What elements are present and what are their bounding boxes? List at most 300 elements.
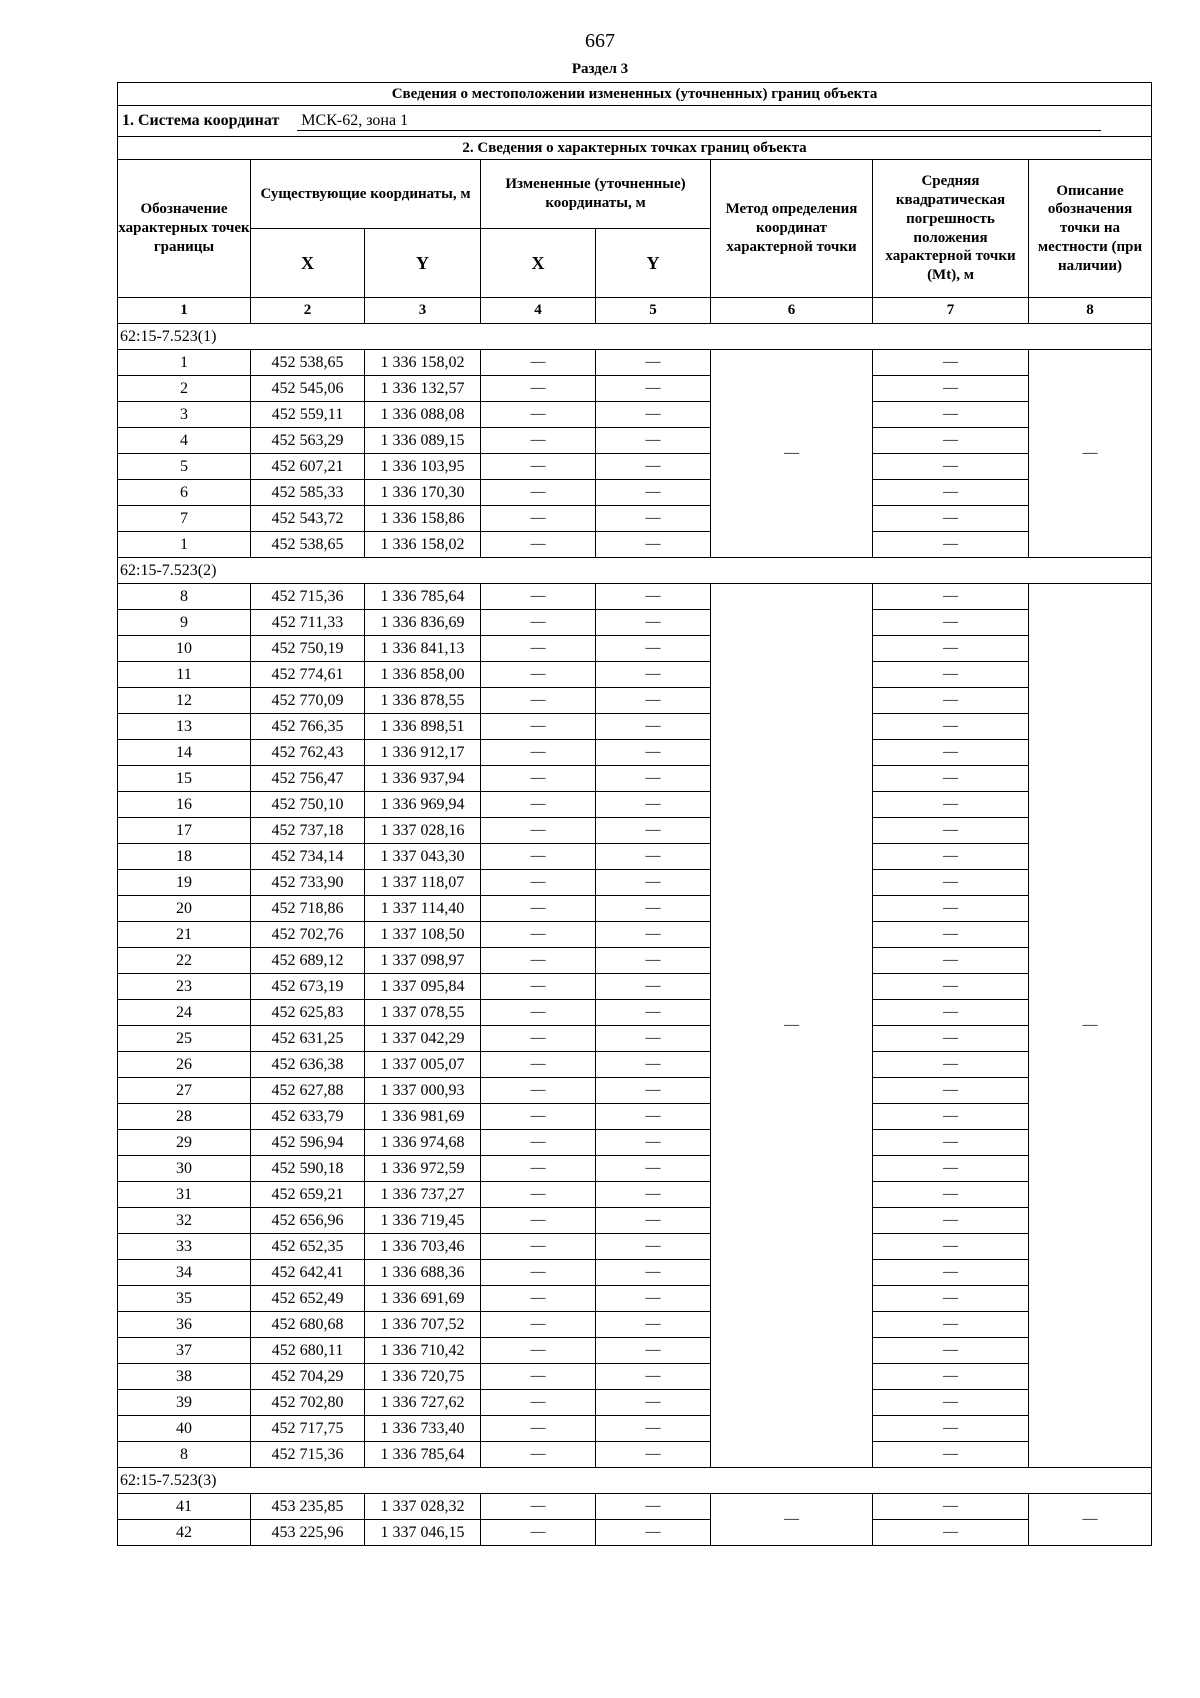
changed-x: — xyxy=(481,1156,596,1182)
existing-y: 1 336 969,94 xyxy=(365,792,481,818)
mean-error: — xyxy=(873,532,1029,558)
existing-x: 452 642,41 xyxy=(251,1260,365,1286)
changed-x: — xyxy=(481,402,596,428)
existing-y: 1 336 088,08 xyxy=(365,402,481,428)
table-row xyxy=(118,610,1152,636)
existing-x: 452 559,11 xyxy=(251,402,365,428)
existing-y: 1 337 046,15 xyxy=(365,1520,481,1546)
col-number: 7 xyxy=(873,298,1029,324)
mean-error: — xyxy=(873,506,1029,532)
changed-x: — xyxy=(481,844,596,870)
changed-x: — xyxy=(481,818,596,844)
header-existing-x: X xyxy=(251,229,365,298)
point-id: 15 xyxy=(118,766,251,792)
point-id: 24 xyxy=(118,1000,251,1026)
changed-y: — xyxy=(596,766,711,792)
point-id: 31 xyxy=(118,1182,251,1208)
existing-y: 1 337 042,29 xyxy=(365,1026,481,1052)
changed-y: — xyxy=(596,610,711,636)
mean-error: — xyxy=(873,1338,1029,1364)
mean-error: — xyxy=(873,922,1029,948)
mean-error: — xyxy=(873,480,1029,506)
col-number: 8 xyxy=(1029,298,1152,324)
table-title: Сведения о местоположении измененных (уточненных) границ объекта xyxy=(118,83,1152,106)
point-id: 32 xyxy=(118,1208,251,1234)
table-row xyxy=(118,714,1152,740)
changed-y: — xyxy=(596,1416,711,1442)
existing-x: 452 704,29 xyxy=(251,1364,365,1390)
existing-x: 452 652,49 xyxy=(251,1286,365,1312)
changed-x: — xyxy=(481,1104,596,1130)
existing-y: 1 336 691,69 xyxy=(365,1286,481,1312)
changed-y: — xyxy=(596,1286,711,1312)
col-number: 3 xyxy=(365,298,481,324)
table-row xyxy=(118,1130,1152,1156)
group-label: 62:15-7.523(2) xyxy=(118,558,1152,584)
mean-error: — xyxy=(873,1494,1029,1520)
point-id: 23 xyxy=(118,974,251,1000)
existing-x: 452 656,96 xyxy=(251,1208,365,1234)
existing-x: 453 235,85 xyxy=(251,1494,365,1520)
changed-y: — xyxy=(596,792,711,818)
changed-y: — xyxy=(596,1234,711,1260)
existing-x: 452 590,18 xyxy=(251,1156,365,1182)
changed-y: — xyxy=(596,454,711,480)
existing-x: 452 633,79 xyxy=(251,1104,365,1130)
changed-x: — xyxy=(481,974,596,1000)
mean-error: — xyxy=(873,1104,1029,1130)
point-id: 1 xyxy=(118,532,251,558)
changed-x: — xyxy=(481,792,596,818)
header-description: Описание обозначения точки на местности (при наличии) xyxy=(1029,160,1152,298)
existing-x: 452 631,25 xyxy=(251,1026,365,1052)
mean-error: — xyxy=(873,1130,1029,1156)
changed-y: — xyxy=(596,844,711,870)
table-row xyxy=(118,1234,1152,1260)
point-id: 12 xyxy=(118,688,251,714)
existing-x: 452 702,80 xyxy=(251,1390,365,1416)
mean-error: — xyxy=(873,766,1029,792)
changed-x: — xyxy=(481,454,596,480)
changed-x: — xyxy=(481,1234,596,1260)
changed-y: — xyxy=(596,818,711,844)
table-row xyxy=(118,1338,1152,1364)
point-id: 38 xyxy=(118,1364,251,1390)
mean-error: — xyxy=(873,844,1029,870)
mean-error: — xyxy=(873,1026,1029,1052)
changed-x: — xyxy=(481,870,596,896)
changed-x: — xyxy=(481,1260,596,1286)
existing-y: 1 337 114,40 xyxy=(365,896,481,922)
changed-y: — xyxy=(596,1182,711,1208)
existing-y: 1 337 000,93 xyxy=(365,1078,481,1104)
section-title: Раздел 3 xyxy=(571,61,629,77)
changed-x: — xyxy=(481,714,596,740)
point-id: 30 xyxy=(118,1156,251,1182)
existing-y: 1 336 158,86 xyxy=(365,506,481,532)
header-existing-coords: Существующие координаты, м xyxy=(251,160,481,229)
changed-x: — xyxy=(481,1208,596,1234)
table-row xyxy=(118,896,1152,922)
header-mean-error: Средняя квадратическая погрешность положения характерной точки (Mt), м xyxy=(873,160,1029,298)
existing-y: 1 336 719,45 xyxy=(365,1208,481,1234)
changed-x: — xyxy=(481,740,596,766)
mean-error: — xyxy=(873,740,1029,766)
existing-y: 1 337 043,30 xyxy=(365,844,481,870)
mean-error: — xyxy=(873,1286,1029,1312)
table-row xyxy=(118,1390,1152,1416)
changed-y: — xyxy=(596,1078,711,1104)
changed-y: — xyxy=(596,636,711,662)
table-row xyxy=(118,1182,1152,1208)
table-row xyxy=(118,532,1152,558)
point-id: 42 xyxy=(118,1520,251,1546)
existing-x: 452 596,94 xyxy=(251,1130,365,1156)
table-row xyxy=(118,584,1152,610)
existing-y: 1 336 898,51 xyxy=(365,714,481,740)
changed-y: — xyxy=(596,1260,711,1286)
existing-y: 1 336 841,13 xyxy=(365,636,481,662)
point-id: 39 xyxy=(118,1390,251,1416)
mean-error: — xyxy=(873,1520,1029,1546)
changed-y: — xyxy=(596,1364,711,1390)
table-row xyxy=(118,1052,1152,1078)
changed-y: — xyxy=(596,1442,711,1468)
header-existing-y: Y xyxy=(365,229,481,298)
existing-x: 452 543,72 xyxy=(251,506,365,532)
existing-y: 1 336 981,69 xyxy=(365,1104,481,1130)
mean-error: — xyxy=(873,1182,1029,1208)
changed-y: — xyxy=(596,740,711,766)
changed-x: — xyxy=(481,480,596,506)
coord-system-label: 1. Система координат xyxy=(122,111,280,129)
header-changed-x: X xyxy=(481,229,596,298)
description-cell: — xyxy=(1029,350,1152,558)
existing-y: 1 337 098,97 xyxy=(365,948,481,974)
table-row xyxy=(118,1416,1152,1442)
existing-x: 452 625,83 xyxy=(251,1000,365,1026)
changed-x: — xyxy=(481,1130,596,1156)
changed-y: — xyxy=(596,350,711,376)
group-label: 62:15-7.523(1) xyxy=(118,324,1152,350)
changed-y: — xyxy=(596,428,711,454)
existing-x: 452 545,06 xyxy=(251,376,365,402)
table-row xyxy=(118,1078,1152,1104)
existing-x: 452 680,11 xyxy=(251,1338,365,1364)
existing-x: 452 715,36 xyxy=(251,1442,365,1468)
changed-x: — xyxy=(481,766,596,792)
existing-y: 1 336 974,68 xyxy=(365,1130,481,1156)
mean-error: — xyxy=(873,1442,1029,1468)
point-id: 5 xyxy=(118,454,251,480)
point-id: 33 xyxy=(118,1234,251,1260)
point-id: 28 xyxy=(118,1104,251,1130)
existing-x: 452 762,43 xyxy=(251,740,365,766)
point-id: 6 xyxy=(118,480,251,506)
header-changed-coords: Измененные (уточненные) координаты, м xyxy=(481,160,711,229)
changed-x: — xyxy=(481,1338,596,1364)
table-row xyxy=(118,1364,1152,1390)
table-row xyxy=(118,922,1152,948)
existing-x: 452 585,33 xyxy=(251,480,365,506)
changed-y: — xyxy=(596,480,711,506)
mean-error: — xyxy=(873,1208,1029,1234)
table-row xyxy=(118,1494,1152,1520)
boundary-points-table xyxy=(117,82,1152,1546)
mean-error: — xyxy=(873,870,1029,896)
existing-y: 1 336 878,55 xyxy=(365,688,481,714)
mean-error: — xyxy=(873,428,1029,454)
changed-y: — xyxy=(596,1104,711,1130)
table-row xyxy=(118,792,1152,818)
point-id: 27 xyxy=(118,1078,251,1104)
existing-y: 1 336 836,69 xyxy=(365,610,481,636)
point-id: 11 xyxy=(118,662,251,688)
table-row xyxy=(118,844,1152,870)
changed-y: — xyxy=(596,532,711,558)
existing-y: 1 337 095,84 xyxy=(365,974,481,1000)
description-cell: — xyxy=(1029,1494,1152,1546)
existing-y: 1 337 005,07 xyxy=(365,1052,481,1078)
point-id: 17 xyxy=(118,818,251,844)
table-row xyxy=(118,1520,1152,1546)
mean-error: — xyxy=(873,1156,1029,1182)
point-id: 21 xyxy=(118,922,251,948)
existing-x: 452 774,61 xyxy=(251,662,365,688)
changed-y: — xyxy=(596,948,711,974)
changed-y: — xyxy=(596,1052,711,1078)
changed-y: — xyxy=(596,662,711,688)
mean-error: — xyxy=(873,1052,1029,1078)
point-id: 8 xyxy=(118,584,251,610)
changed-x: — xyxy=(481,1286,596,1312)
changed-x: — xyxy=(481,1000,596,1026)
point-id: 19 xyxy=(118,870,251,896)
table-row xyxy=(118,688,1152,714)
existing-x: 452 627,88 xyxy=(251,1078,365,1104)
changed-y: — xyxy=(596,1494,711,1520)
existing-y: 1 336 688,36 xyxy=(365,1260,481,1286)
table-row xyxy=(118,974,1152,1000)
mean-error: — xyxy=(873,818,1029,844)
table-row xyxy=(118,376,1152,402)
point-id: 14 xyxy=(118,740,251,766)
existing-x: 452 756,47 xyxy=(251,766,365,792)
point-id: 20 xyxy=(118,896,251,922)
existing-x: 452 673,19 xyxy=(251,974,365,1000)
existing-x: 452 563,29 xyxy=(251,428,365,454)
changed-x: — xyxy=(481,1520,596,1546)
existing-x: 452 734,14 xyxy=(251,844,365,870)
col-number: 6 xyxy=(711,298,873,324)
changed-y: — xyxy=(596,922,711,948)
changed-x: — xyxy=(481,1078,596,1104)
mean-error: — xyxy=(873,792,1029,818)
point-id: 25 xyxy=(118,1026,251,1052)
mean-error: — xyxy=(873,1000,1029,1026)
table-row xyxy=(118,636,1152,662)
point-id: 13 xyxy=(118,714,251,740)
point-id: 40 xyxy=(118,1416,251,1442)
table-row xyxy=(118,1286,1152,1312)
existing-y: 1 337 118,07 xyxy=(365,870,481,896)
changed-x: — xyxy=(481,428,596,454)
page-number: 667 xyxy=(585,30,615,52)
existing-y: 1 336 733,40 xyxy=(365,1416,481,1442)
existing-x: 452 715,36 xyxy=(251,584,365,610)
header-changed-y: Y xyxy=(596,229,711,298)
table-row xyxy=(118,1442,1152,1468)
points-title: 2. Сведения о характерных точках границ объекта xyxy=(118,137,1152,160)
mean-error: — xyxy=(873,974,1029,1000)
mean-error: — xyxy=(873,948,1029,974)
point-id: 8 xyxy=(118,1442,251,1468)
mean-error: — xyxy=(873,454,1029,480)
existing-y: 1 336 727,62 xyxy=(365,1390,481,1416)
point-id: 18 xyxy=(118,844,251,870)
changed-y: — xyxy=(596,1390,711,1416)
existing-y: 1 337 028,32 xyxy=(365,1494,481,1520)
table-row xyxy=(118,506,1152,532)
point-id: 16 xyxy=(118,792,251,818)
changed-x: — xyxy=(481,1416,596,1442)
existing-y: 1 336 785,64 xyxy=(365,1442,481,1468)
existing-x: 452 689,12 xyxy=(251,948,365,974)
mean-error: — xyxy=(873,1416,1029,1442)
existing-y: 1 337 108,50 xyxy=(365,922,481,948)
table-row xyxy=(118,818,1152,844)
changed-x: — xyxy=(481,376,596,402)
changed-y: — xyxy=(596,1000,711,1026)
existing-y: 1 336 972,59 xyxy=(365,1156,481,1182)
existing-y: 1 336 785,64 xyxy=(365,584,481,610)
mean-error: — xyxy=(873,1078,1029,1104)
header-method: Метод определения координат характерной точки xyxy=(711,160,873,298)
changed-y: — xyxy=(596,1130,711,1156)
mean-error: — xyxy=(873,1390,1029,1416)
changed-x: — xyxy=(481,1390,596,1416)
existing-y: 1 336 089,15 xyxy=(365,428,481,454)
changed-x: — xyxy=(481,948,596,974)
changed-x: — xyxy=(481,636,596,662)
point-id: 41 xyxy=(118,1494,251,1520)
point-id: 36 xyxy=(118,1312,251,1338)
col-number: 5 xyxy=(596,298,711,324)
existing-x: 452 717,75 xyxy=(251,1416,365,1442)
changed-x: — xyxy=(481,1052,596,1078)
table-row xyxy=(118,350,1152,376)
table-row xyxy=(118,948,1152,974)
existing-y: 1 336 158,02 xyxy=(365,350,481,376)
existing-x: 452 718,86 xyxy=(251,896,365,922)
changed-y: — xyxy=(596,1156,711,1182)
method-cell: — xyxy=(711,1494,873,1546)
table-row xyxy=(118,766,1152,792)
table-row xyxy=(118,1156,1152,1182)
col-number: 2 xyxy=(251,298,365,324)
changed-x: — xyxy=(481,688,596,714)
point-id: 1 xyxy=(118,350,251,376)
existing-y: 1 336 103,95 xyxy=(365,454,481,480)
existing-x: 452 607,21 xyxy=(251,454,365,480)
changed-y: — xyxy=(596,1026,711,1052)
method-cell: — xyxy=(711,584,873,1468)
point-id: 26 xyxy=(118,1052,251,1078)
changed-x: — xyxy=(481,896,596,922)
changed-y: — xyxy=(596,584,711,610)
description-cell: — xyxy=(1029,584,1152,1468)
table-row xyxy=(118,662,1152,688)
changed-y: — xyxy=(596,376,711,402)
existing-x: 452 659,21 xyxy=(251,1182,365,1208)
coord-system-value: МСК-62, зона 1 xyxy=(297,112,1101,131)
table-row xyxy=(118,1208,1152,1234)
table-row xyxy=(118,1312,1152,1338)
changed-y: — xyxy=(596,870,711,896)
existing-y: 1 337 078,55 xyxy=(365,1000,481,1026)
table-row xyxy=(118,428,1152,454)
mean-error: — xyxy=(873,350,1029,376)
existing-y: 1 336 710,42 xyxy=(365,1338,481,1364)
changed-x: — xyxy=(481,506,596,532)
existing-x: 452 711,33 xyxy=(251,610,365,636)
changed-y: — xyxy=(596,506,711,532)
existing-y: 1 336 737,27 xyxy=(365,1182,481,1208)
changed-x: — xyxy=(481,350,596,376)
mean-error: — xyxy=(873,896,1029,922)
changed-y: — xyxy=(596,1208,711,1234)
existing-x: 452 538,65 xyxy=(251,532,365,558)
existing-x: 452 737,18 xyxy=(251,818,365,844)
table-row xyxy=(118,1000,1152,1026)
mean-error: — xyxy=(873,584,1029,610)
mean-error: — xyxy=(873,1364,1029,1390)
existing-y: 1 336 937,94 xyxy=(365,766,481,792)
existing-x: 452 770,09 xyxy=(251,688,365,714)
existing-x: 452 636,38 xyxy=(251,1052,365,1078)
changed-x: — xyxy=(481,1182,596,1208)
existing-y: 1 336 912,17 xyxy=(365,740,481,766)
point-id: 3 xyxy=(118,402,251,428)
mean-error: — xyxy=(873,662,1029,688)
changed-y: — xyxy=(596,688,711,714)
existing-y: 1 336 170,30 xyxy=(365,480,481,506)
existing-x: 452 750,10 xyxy=(251,792,365,818)
table-row xyxy=(118,1104,1152,1130)
changed-y: — xyxy=(596,1338,711,1364)
existing-x: 453 225,96 xyxy=(251,1520,365,1546)
existing-y: 1 336 720,75 xyxy=(365,1364,481,1390)
col-number: 1 xyxy=(118,298,251,324)
point-id: 35 xyxy=(118,1286,251,1312)
table-row xyxy=(118,1260,1152,1286)
changed-y: — xyxy=(596,1312,711,1338)
changed-x: — xyxy=(481,1312,596,1338)
table-row xyxy=(118,870,1152,896)
changed-x: — xyxy=(481,662,596,688)
point-id: 34 xyxy=(118,1260,251,1286)
changed-y: — xyxy=(596,896,711,922)
changed-y: — xyxy=(596,974,711,1000)
existing-y: 1 336 132,57 xyxy=(365,376,481,402)
group-label: 62:15-7.523(3) xyxy=(118,1468,1152,1494)
changed-y: — xyxy=(596,714,711,740)
mean-error: — xyxy=(873,1312,1029,1338)
point-id: 2 xyxy=(118,376,251,402)
mean-error: — xyxy=(873,1260,1029,1286)
existing-x: 452 766,35 xyxy=(251,714,365,740)
changed-x: — xyxy=(481,532,596,558)
